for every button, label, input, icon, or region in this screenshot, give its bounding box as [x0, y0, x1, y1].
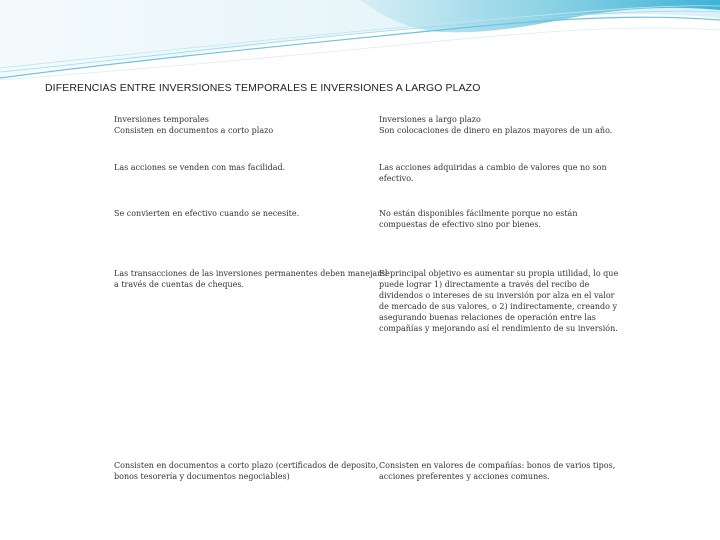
- cell-line: Consisten en documentos a corto plazo (certificados de deposito,: [114, 461, 379, 470]
- cell-line: Las acciones adquiridas a cambio de valores que no son: [379, 163, 607, 172]
- cell-line: a través de cuentas de cheques.: [114, 280, 244, 289]
- cell-line: efectivo.: [379, 174, 414, 183]
- left-cell: [114, 268, 390, 290]
- cell-line: Inversiones a largo plazo: [379, 115, 481, 124]
- cell-line: Consisten en documentos a corto plazo: [114, 126, 274, 135]
- right-cell: [379, 208, 611, 230]
- cell-line: dividendos o intereses de su inversión por alza en el valor: [379, 291, 615, 300]
- cell-line: Las acciones se venden con mas facilidad.: [114, 163, 286, 172]
- left-cell: [114, 460, 379, 482]
- cell-line: Las transacciones de las inversiones permanentes deben manejarse: [114, 269, 390, 278]
- cell-line: Inversiones temporales: [114, 115, 209, 124]
- cell-line: compuestas de efectivo sino por bienes.: [379, 220, 542, 229]
- cell-line: Se convierten en efectivo cuando se necesite.: [114, 209, 300, 218]
- right-cell: [379, 114, 611, 136]
- right-cell: [379, 162, 611, 184]
- left-cell: [114, 162, 376, 173]
- cell-line: puede lograr 1) directamente a través del recibo de: [379, 280, 590, 289]
- cell-line: Consisten en valores de compañías: bonos de varios tipos,: [379, 461, 616, 470]
- cell-line: No están disponibles fácilmente porque no están: [379, 209, 578, 218]
- right-cell: [379, 268, 619, 334]
- cell-line: compañías y mejorando así el rendimiento de su inversión.: [379, 324, 618, 333]
- cell-line: de mercado de sus valores, o 2) indirectamente, creando y: [379, 302, 617, 311]
- slide-title: DIFERENCIAS ENTRE INVERSIONES TEMPORALES E INVERSIONES A LARGO PLAZO: [45, 82, 481, 94]
- cell-line: El principal objetivo es aumentar su propia utilidad, lo que: [379, 269, 619, 278]
- cell-line: asegurando buenas relaciones de operación entre las: [379, 313, 596, 322]
- right-cell: [379, 460, 616, 482]
- left-cell: [114, 114, 376, 136]
- cell-line: Son colocaciones de dinero en plazos mayores de un año.: [379, 126, 613, 135]
- cell-line: acciones preferentes y acciones comunes.: [379, 472, 550, 481]
- left-cell: [114, 208, 376, 219]
- cell-line: bonos tesorería y documentos negociables): [114, 472, 290, 481]
